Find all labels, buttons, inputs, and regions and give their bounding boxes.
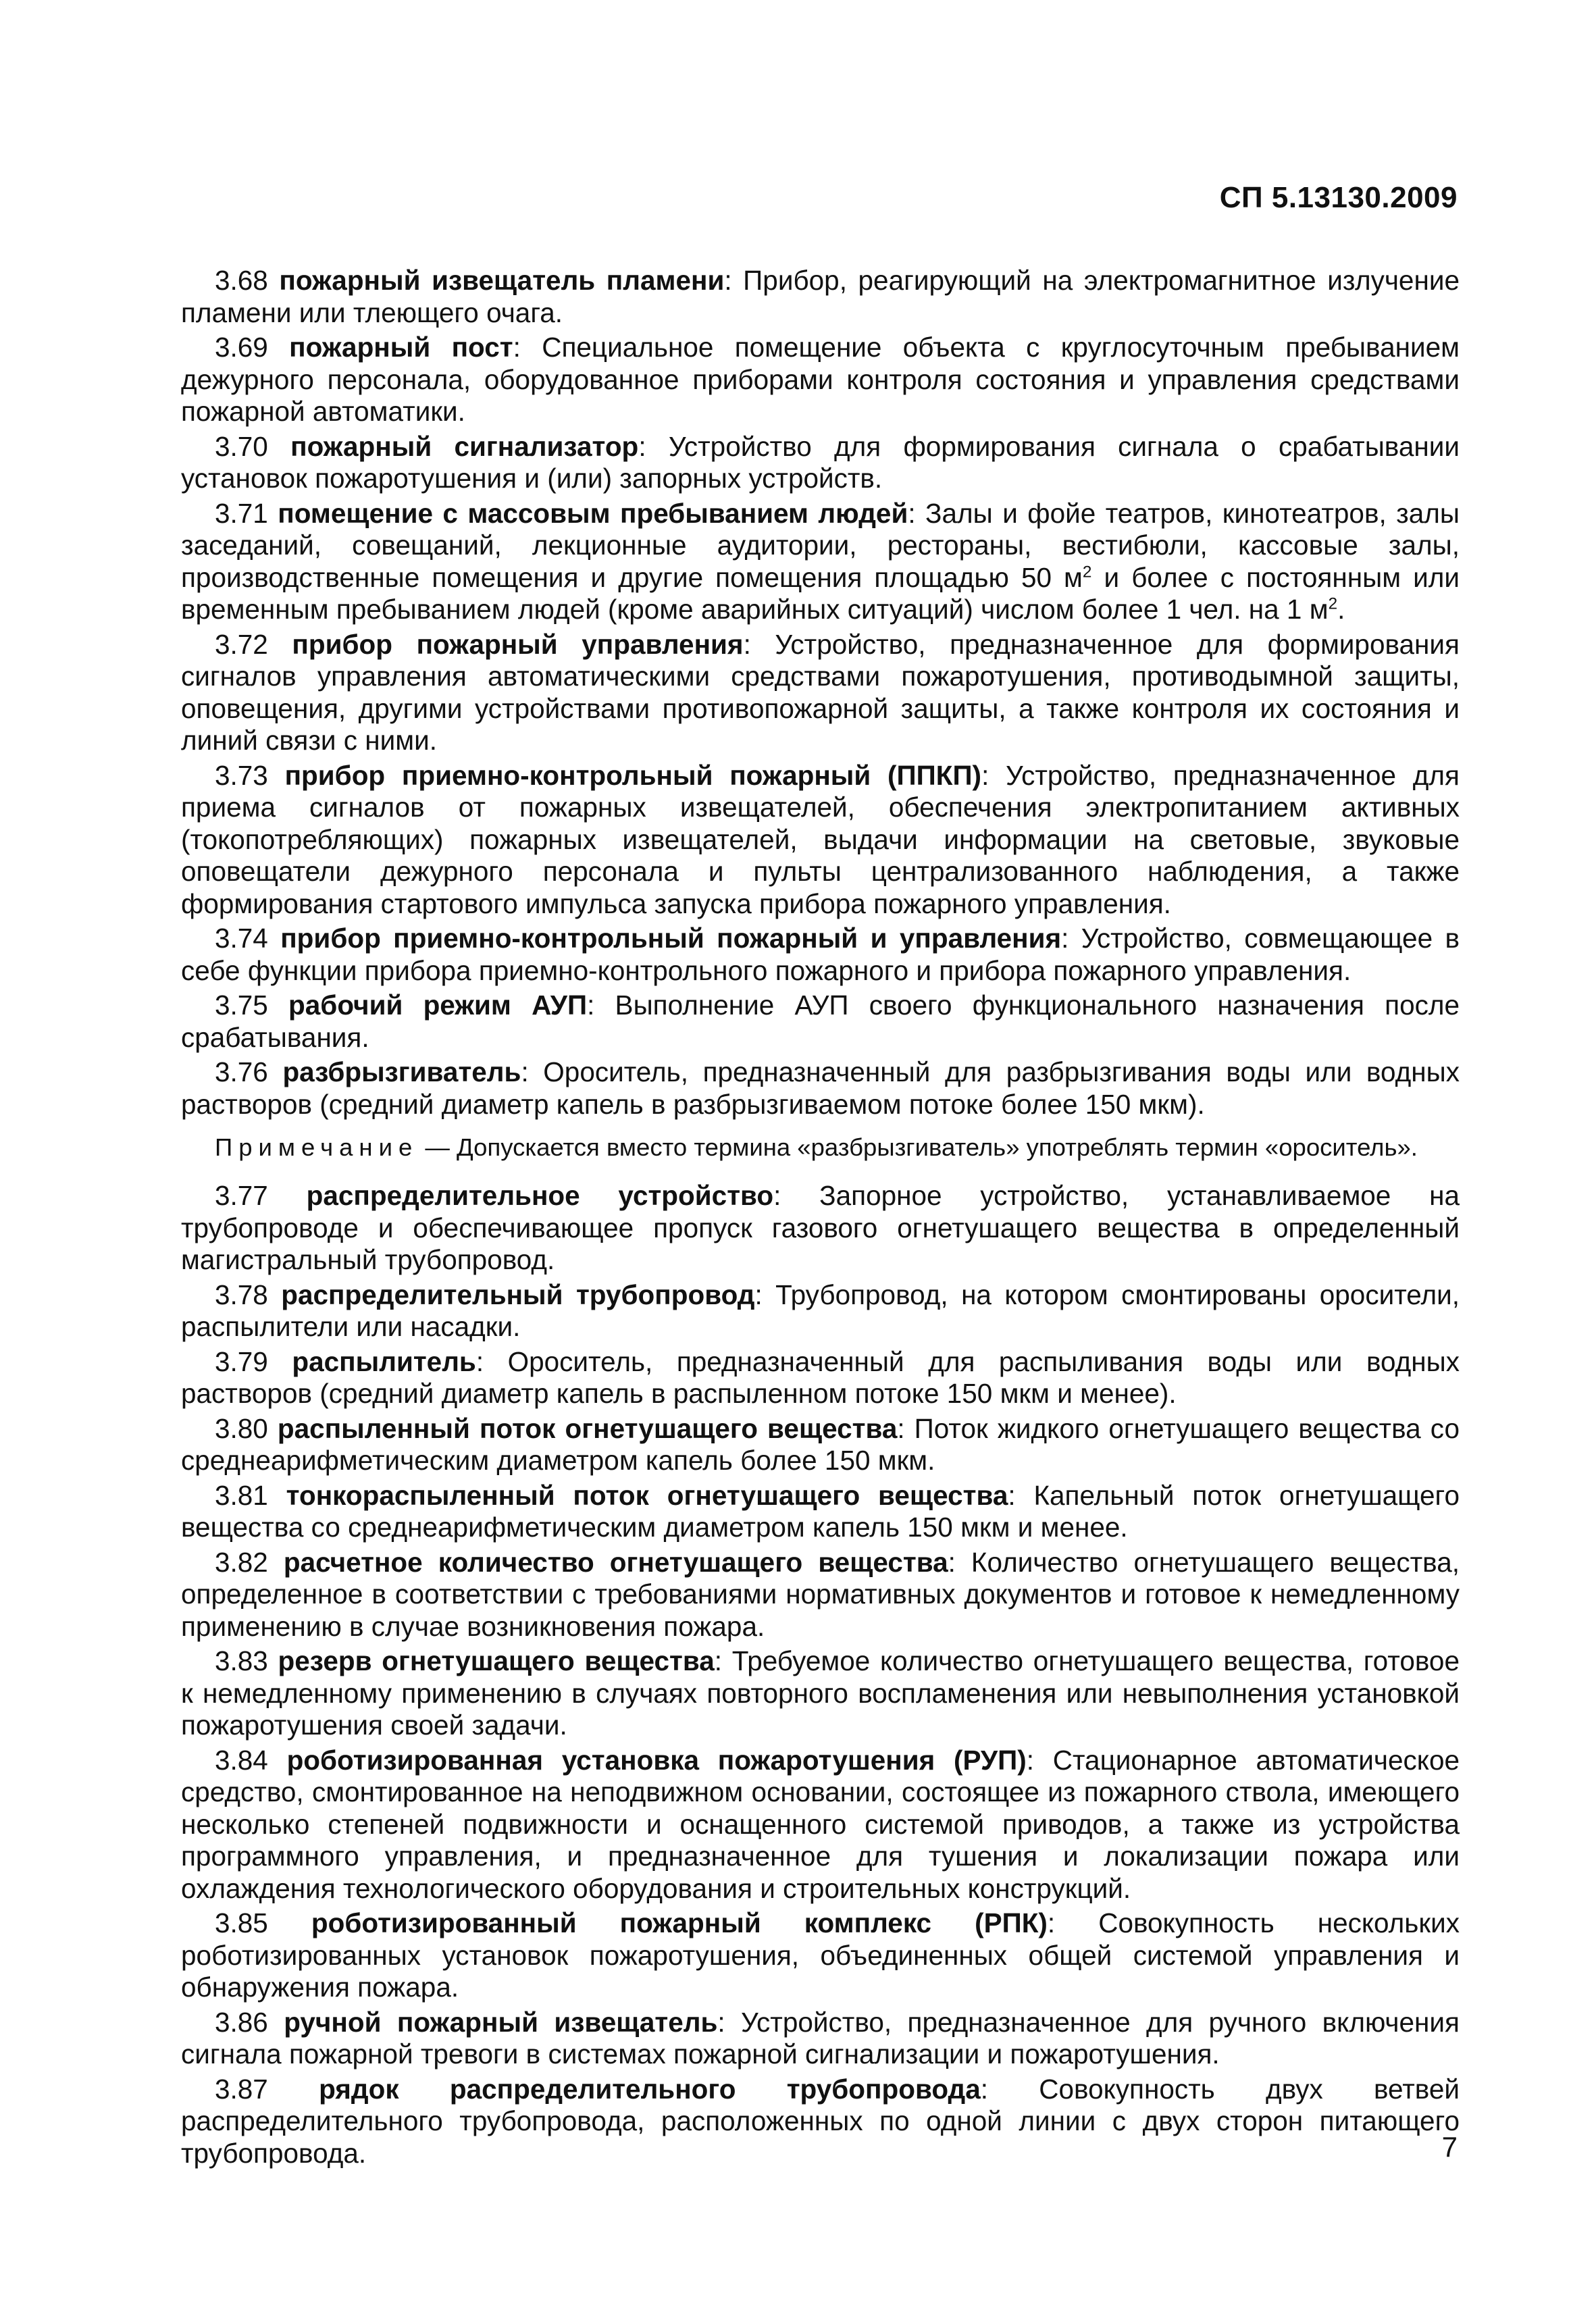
term-number: 3.81 <box>215 1479 268 1511</box>
term-entry <box>181 1279 1460 1343</box>
note-text: — Допускается вместо термина «разбрызгиватель» употреблять термин «ороситель». <box>418 1133 1418 1161</box>
term-name: распыленный поток огнетушащего вещества <box>277 1412 898 1444</box>
term-name: тонкораспыленный поток огнетушащего вещества <box>286 1479 1008 1511</box>
term-number: 3.87 <box>215 2073 268 2105</box>
terms-list <box>181 265 1460 2172</box>
term-name: резерв огнетушащего вещества <box>278 1645 715 1676</box>
term-definition: : Ороситель, предназначенный для распыливания воды или водных растворов (средний диаметр капель в распыленном потоке 150 мкм и менее). <box>181 1345 1460 1409</box>
term-entry <box>181 1745 1460 1905</box>
term-definition: : Устройство для формирования сигнала о срабатывании установок пожаротушения и (или) запорных устройств. <box>181 430 1460 494</box>
term-entry <box>181 1413 1460 1477</box>
term-entry <box>181 989 1460 1054</box>
term-entry <box>181 629 1460 757</box>
term-number: 3.79 <box>215 1345 268 1377</box>
term-number: 3.80 <box>215 1412 268 1444</box>
term-name: роботизированная установка пожаротушения (РУП) <box>286 1744 1027 1776</box>
term-definition: : Трубопровод, на котором смонтированы оросители, распылители или насадки. <box>181 1279 1460 1342</box>
term-entry <box>181 431 1460 495</box>
term-number: 3.72 <box>215 628 268 660</box>
term-number: 3.76 <box>215 1056 268 1087</box>
term-name: разбрызгиватель <box>282 1056 521 1087</box>
term-definition: : Требуемое количество огнетушащего вещества, готовое к немедленному применению в случаях повторного воспламенения или невыполнения установкой пожаротушения своей задачи. <box>181 1645 1460 1741</box>
term-number: 3.77 <box>215 1180 268 1211</box>
term-number: 3.86 <box>215 2006 268 2038</box>
term-definition: : Устройство, совмещающее в себе функции прибора приемно-контрольного пожарного и прибора пожарного управления. <box>181 923 1460 986</box>
term-definition: : Залы и фойе театров, кинотеатров, залы заседаний, совещаний, лекционные аудитории, рестораны, вестибюли, кассовые залы, производственные помещения и другие помещения площадью 50 м <box>181 497 1460 593</box>
term-definition: : Количество огнетушащего вещества, определенное в соответствии с требованиями нормативных документов и готовое к немедленному применению в случае возникновения пожара. <box>181 1546 1460 1642</box>
term-definition: : Поток жидкого огнетушащего вещества со среднеарифметическим диаметром капель более 150 мкм. <box>181 1412 1460 1476</box>
page-number: 7 <box>1441 2131 1458 2163</box>
term-name: распределительный трубопровод <box>281 1279 755 1310</box>
term-name: ручной пожарный извещатель <box>284 2006 718 2038</box>
term-entry <box>181 760 1460 921</box>
term-definition: : Устройство, предназначенное для формирования сигналов управления автоматическими средствами пожаротушения, противодымной защиты, оповещения, другими устройствами противопожарной защиты, а также контроля их состояния и линий связи с ними. <box>181 628 1460 756</box>
term-name: прибор приемно-контрольный пожарный и управления <box>280 923 1062 954</box>
term-name: пожарный пост <box>289 332 513 363</box>
term-number: 3.68 <box>215 265 268 296</box>
term-entry <box>181 1480 1460 1544</box>
term-definition-end: . <box>1337 594 1345 625</box>
term-definition: : Совокупность нескольких роботизированных установок пожаротушения, объединенных общей системой управления и обнаружения пожара. <box>181 1907 1460 2003</box>
term-number: 3.71 <box>215 497 268 529</box>
term-name: рабочий режим АУП <box>288 989 588 1021</box>
term-entry <box>181 1056 1460 1121</box>
term-definition: : Запорное устройство, устанавливаемое на трубопроводе и обеспечивающее пропуск газового огнетушащего вещества в определенный магистральный трубопровод. <box>181 1180 1460 1275</box>
term-definition: : Выполнение АУП своего функционального назначения после срабатывания. <box>181 989 1460 1053</box>
term-name: пожарный извещатель пламени <box>279 265 725 296</box>
term-definition: : Прибор, реагирующий на электромагнитное излучение пламени или тлеющего очага. <box>181 265 1460 328</box>
term-definition: : Стационарное автоматическое средство, смонтированное на неподвижном основании, состоящее из пожарного ствола, имеющего несколько степеней подвижности и оснащенного системой приводов, а также из устройства программного управления, и предназначенное для тушения и локализации пожара или охлаждения технологического оборудования и строительных конструкций. <box>181 1744 1460 1904</box>
term-definition-cont: и более с постоянным или временным пребыванием людей (кроме аварийных ситуаций) числом более 1 чел. на 1 м <box>181 561 1460 625</box>
term-name: помещение с массовым пребыванием людей <box>278 497 908 529</box>
term-definition: : Капельный поток огнетушащего вещества со среднеарифметическим диаметром капель 150 мкм и менее. <box>181 1479 1460 1543</box>
term-number: 3.84 <box>215 1744 268 1776</box>
note-label: Примечание <box>215 1133 419 1161</box>
term-entry <box>181 265 1460 329</box>
superscript: 2 <box>1082 563 1092 581</box>
term-entry <box>181 1547 1460 1643</box>
term-entry <box>181 1645 1460 1742</box>
term-definition: : Специальное помещение объекта с круглосуточным пребыванием дежурного персонала, оборудованное приборами контроля состояния и управления средствами пожарной автоматики. <box>181 332 1460 427</box>
term-name: распределительное устройство <box>306 1180 774 1211</box>
term-name: прибор приемно-контрольный пожарный (ППКП) <box>284 759 982 791</box>
term-number: 3.85 <box>215 1907 268 1938</box>
term-number: 3.83 <box>215 1645 268 1676</box>
term-entry <box>181 2074 1460 2170</box>
term-number: 3.69 <box>215 332 268 363</box>
term-number: 3.82 <box>215 1546 268 1578</box>
term-name: рядок распределительного трубопровода <box>319 2073 981 2105</box>
term-entry <box>181 1907 1460 2004</box>
term-name: распылитель <box>292 1345 476 1377</box>
term-entry <box>181 498 1460 626</box>
note <box>181 1133 1460 1162</box>
document-code: СП 5.13130.2009 <box>1219 181 1458 214</box>
term-number: 3.78 <box>215 1279 268 1310</box>
term-entry <box>181 1346 1460 1410</box>
term-definition: : Ороситель, предназначенный для разбрызгивания воды или водных растворов (средний диаметр капель в разбрызгиваемом потоке более 150 мкм). <box>181 1056 1460 1120</box>
term-definition: : Устройство, предназначенное для приема сигналов от пожарных извещателей, обеспечения электропитанием активных (токопотребляющих) пожарных извещателей, выдачи информации на световые, звуковые оповещатели дежурного персонала и пульты централизованного наблюдения, а также формирования стартового импульса запуска прибора пожарного управления. <box>181 759 1460 919</box>
term-number: 3.73 <box>215 759 268 791</box>
term-definition: : Устройство, предназначенное для ручного включения сигнала пожарной тревоги в системах пожарной сигнализации и пожаротушения. <box>181 2006 1460 2069</box>
term-number: 3.70 <box>215 430 268 462</box>
term-name: расчетное количество огнетушащего вещества <box>283 1546 948 1578</box>
superscript: 2 <box>1328 594 1338 613</box>
term-name: прибор пожарный управления <box>292 628 744 660</box>
term-number: 3.74 <box>215 923 268 954</box>
term-name: пожарный сигнализатор <box>290 430 639 462</box>
term-name: роботизированный пожарный комплекс (РПК) <box>311 1907 1048 1938</box>
term-definition: : Совокупность двух ветвей распределительного трубопровода, расположенных по одной линии с двух сторон питающего трубопровода. <box>181 2073 1460 2169</box>
term-number: 3.75 <box>215 989 268 1021</box>
term-entry <box>181 923 1460 987</box>
term-entry <box>181 332 1460 428</box>
term-entry <box>181 2007 1460 2071</box>
term-entry <box>181 1180 1460 1277</box>
